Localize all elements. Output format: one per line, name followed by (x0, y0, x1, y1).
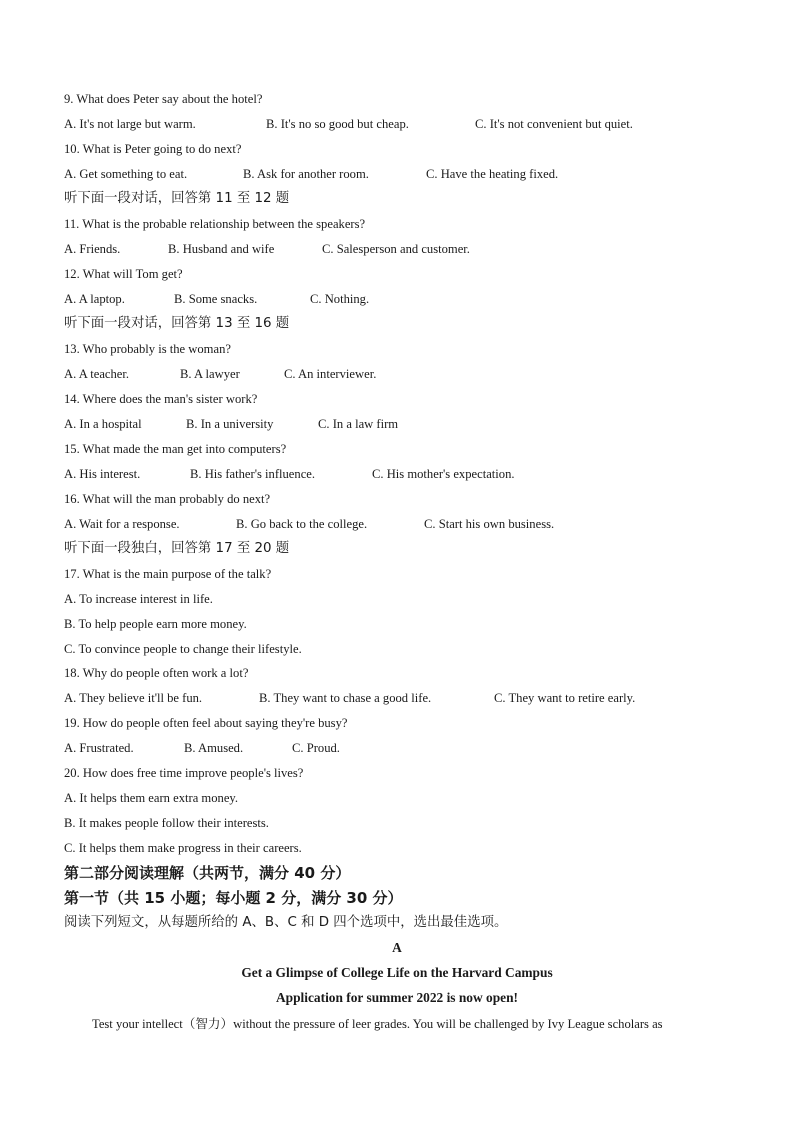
passage-subtitle: Application for summer 2022 is now open! (275, 990, 519, 1005)
instruction-13-16: 听下面一段对话，回答第 13 至 16 题 (64, 316, 290, 331)
question-18-option-a: A. They believe it'll be fun. (64, 691, 203, 705)
question-11-option-c: C. Salesperson and customer. (322, 242, 470, 256)
passage-title: Get a Glimpse of College Life on the Harvard Campus (241, 965, 553, 980)
question-16-stem: 16. What will the man probably do next? (64, 492, 271, 506)
question-12-stem: 12. What will Tom get? (64, 267, 183, 281)
question-12-option-c: C. Nothing. (310, 292, 370, 306)
question-20-option-b: B. It makes people follow their interests. (64, 816, 269, 830)
section-2-directions: 阅读下列短文，从每题所给的 A、B、C 和 D 四个选项中，选出最佳选项。 (64, 915, 508, 930)
instruction-17-20: 听下面一段独白，回答第 17 至 20 题 (64, 541, 290, 556)
question-17-option-b: B. To help people earn more money. (64, 617, 247, 631)
question-19-option-a: A. Frustrated. (64, 741, 134, 755)
question-17-option-a: A. To increase interest in life. (64, 592, 213, 606)
question-10-option-b: B. Ask for another room. (243, 167, 369, 181)
question-18-stem: 18. Why do people often work a lot? (64, 666, 249, 680)
question-9-option-c: C. It's not convenient but quiet. (475, 117, 633, 131)
question-14-stem: 14. Where does the man's sister work? (64, 392, 258, 406)
question-16-option-b: B. Go back to the college. (236, 517, 368, 531)
section-2-subheading: 第一节（共 15 小题；每小题 2 分，满分 30 分） (64, 889, 403, 907)
question-10-stem: 10. What is Peter going to do next? (64, 142, 242, 156)
question-11-option-a: A. Friends. (64, 242, 121, 256)
question-19-option-c: C. Proud. (292, 741, 340, 755)
question-10-option-c: C. Have the heating fixed. (426, 167, 559, 181)
question-18-option-b: B. They want to chase a good life. (259, 691, 432, 705)
section-2-heading: 第二部分阅读理解（共两节，满分 40 分） (64, 864, 351, 882)
question-19-option-b: B. Amused. (184, 741, 244, 755)
question-16-option-c: C. Start his own business. (424, 517, 555, 531)
question-18-option-c: C. They want to retire early. (494, 691, 636, 705)
question-14-option-b: B. In a university (186, 417, 274, 431)
question-15-option-b: B. His father's influence. (190, 467, 316, 481)
question-12-option-b: B. Some snacks. (174, 292, 258, 306)
passage-label: A (392, 940, 402, 955)
question-12-option-a: A. A laptop. (64, 292, 125, 306)
question-20-option-c: C. It helps them make progress in their careers. (64, 841, 302, 855)
question-17-stem: 17. What is the main purpose of the talk? (64, 567, 272, 581)
question-9-option-b: B. It's no so good but cheap. (266, 117, 409, 131)
question-19-stem: 19. How do people often feel about saying they're busy? (64, 716, 348, 730)
question-16-option-a: A. Wait for a response. (64, 517, 180, 531)
question-15-option-a: A. His interest. (64, 467, 141, 481)
passage-paragraph: Test your intellect（智力）without the pressure of leer grades. You will be challenged by Ivy League scholars as (92, 1017, 663, 1031)
question-14-option-a: A. In a hospital (64, 417, 142, 431)
instruction-11-12: 听下面一段对话，回答第 11 至 12 题 (64, 191, 290, 206)
question-9-option-a: A. It's not large but warm. (64, 117, 196, 131)
question-11-stem: 11. What is the probable relationship between the speakers? (64, 217, 366, 231)
question-10-option-a: A. Get something to eat. (64, 167, 188, 181)
question-15-option-c: C. His mother's expectation. (372, 467, 515, 481)
question-9-stem: 9. What does Peter say about the hotel? (64, 92, 263, 106)
question-13-stem: 13. Who probably is the woman? (64, 342, 231, 356)
question-13-option-c: C. An interviewer. (284, 367, 377, 381)
question-13-option-b: B. A lawyer (180, 367, 240, 381)
question-20-option-a: A. It helps them earn extra money. (64, 791, 239, 805)
question-13-option-a: A. A teacher. (64, 367, 130, 381)
question-20-stem: 20. How does free time improve people's lives? (64, 766, 304, 780)
question-14-option-c: C. In a law firm (318, 417, 399, 431)
question-17-option-c: C. To convince people to change their lifestyle. (64, 642, 302, 656)
question-15-stem: 15. What made the man get into computers? (64, 442, 287, 456)
question-11-option-b: B. Husband and wife (168, 242, 275, 256)
